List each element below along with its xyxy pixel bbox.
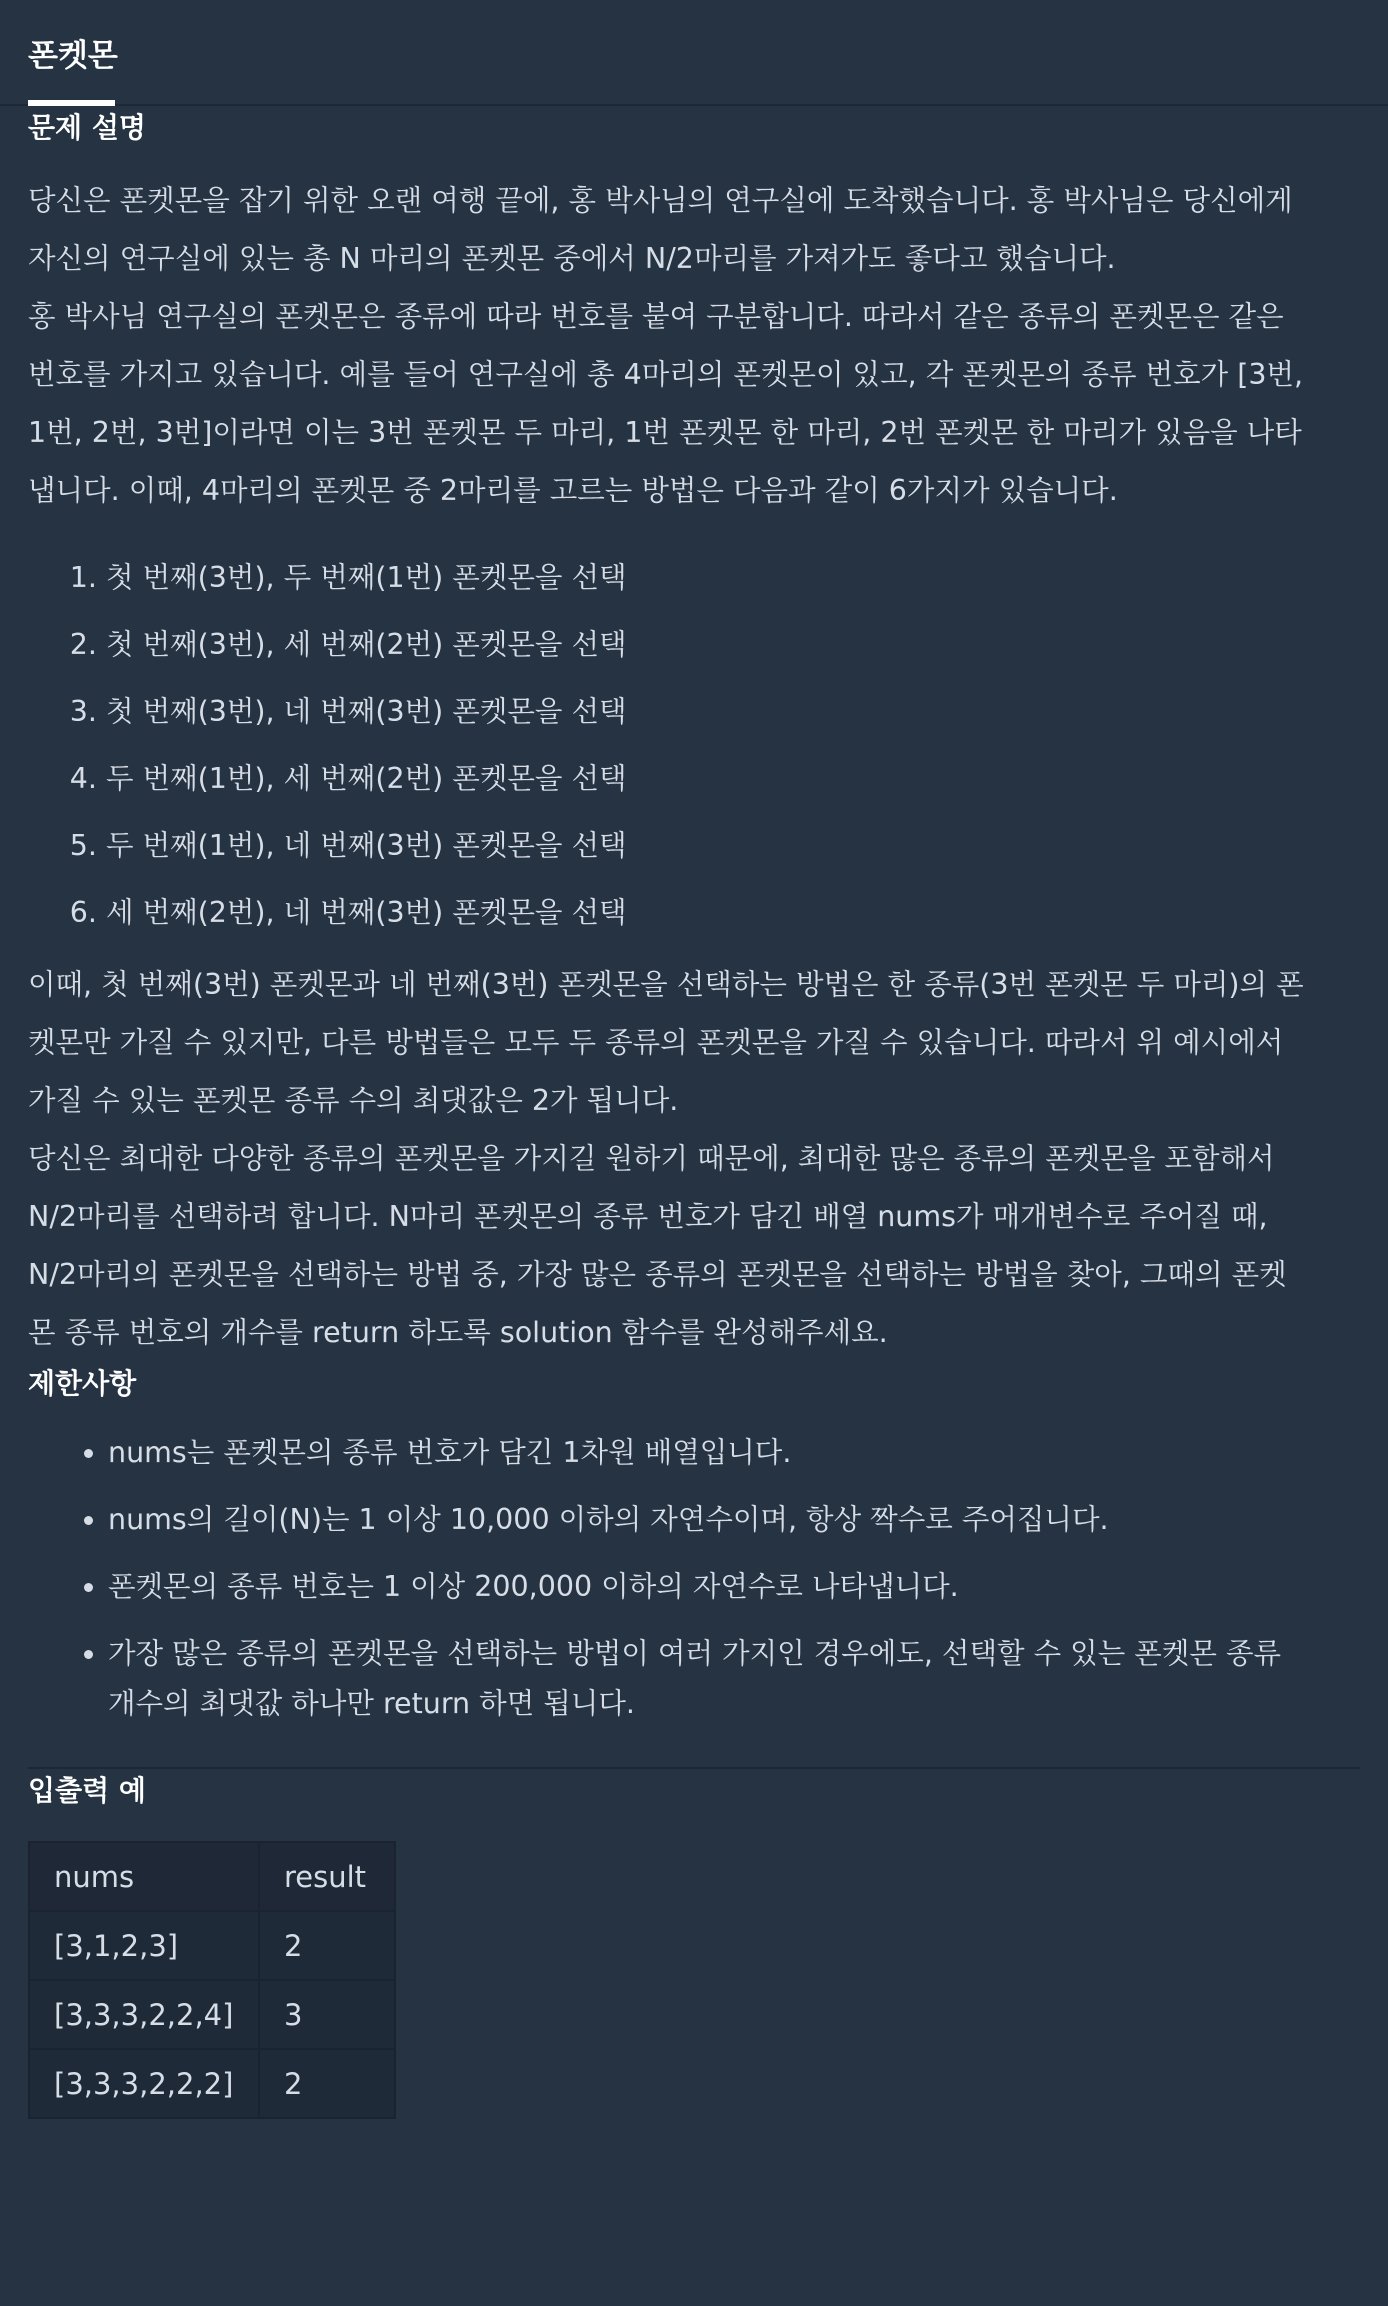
- description-body: [28, 956, 1360, 1362]
- list-item: [108, 1629, 1360, 1729]
- list-item: • nums는 폰켓몬의 종류 번호가 담긴 1차원 배열입니다.: [108, 1428, 1360, 1478]
- description-line: 몬 종류 번호의 개수를 return 하도록 solution 함수를 완성해주세요.: [28, 1316, 888, 1349]
- constraint-line: 개수의 최댓값 하나만 return 하면 됩니다.: [108, 1687, 635, 1720]
- description-line: N/2마리를 선택하려 합니다. N마리 폰켓몬의 종류 번호가 담긴 배열 nums가 매개변수로 주어질 때,: [28, 1200, 1268, 1233]
- cell-nums: [3,3,3,2,2,2]: [29, 2049, 259, 2118]
- table-header-row: [29, 1842, 395, 1911]
- description-line: 이때, 첫 번째(3번) 폰켓몬과 네 번째(3번) 폰켓몬을 선택하는 방법은 한 종류(3번 폰켓몬 두 마리)의 폰: [28, 968, 1304, 1001]
- column-header-result: result: [259, 1842, 395, 1911]
- constraints-list: [28, 1428, 1360, 1729]
- list-item: • nums의 길이(N)는 1 이상 10,000 이하의 자연수이며, 항상 짝수로 주어집니다.: [108, 1495, 1360, 1545]
- description-line: N/2마리의 폰켓몬을 선택하는 방법 중, 가장 많은 종류의 폰켓몬을 선택하는 방법을 찾아, 그때의 폰켓: [28, 1258, 1287, 1291]
- cell-nums: [3,3,3,2,2,4]: [29, 1980, 259, 2049]
- tab-problem[interactable]: 폰켓몬: [28, 38, 118, 74]
- list-item: 1. 첫 번째(3번), 두 번째(1번) 폰켓몬을 선택: [106, 544, 1360, 611]
- description-line: 1번, 2번, 3번]이라면 이는 3번 폰켓몬 두 마리, 1번 폰켓몬 한 마리, 2번 폰켓몬 한 마리가 있음을 나타: [28, 416, 1302, 449]
- constraint-line: 가장 많은 종류의 폰켓몬을 선택하는 방법이 여러 가지인 경우에도, 선택할 수 있는 폰켓몬 종류: [108, 1637, 1282, 1670]
- description-line: 가질 수 있는 폰켓몬 종류 수의 최댓값은 2가 됩니다.: [28, 1084, 679, 1117]
- cell-result: 2: [259, 2049, 395, 2118]
- cell-result: 2: [259, 1911, 395, 1980]
- list-item: 3. 첫 번째(3번), 네 번째(3번) 폰켓몬을 선택: [106, 678, 1360, 745]
- examples-heading: 입출력 예: [28, 1774, 146, 1807]
- table-row: [29, 1980, 395, 2049]
- list-item: 4. 두 번째(1번), 세 번째(2번) 폰켓몬을 선택: [106, 745, 1360, 812]
- description-line: 번호를 가지고 있습니다. 예를 들어 연구실에 총 4마리의 폰켓몬이 있고, 각 폰켓몬의 종류 번호가 [3번,: [28, 358, 1304, 391]
- problem-content: [0, 106, 1388, 2119]
- description-line: 당신은 최대한 다양한 종류의 폰켓몬을 가지길 원하기 때문에, 최대한 많은 종류의 폰켓몬을 포함해서: [28, 1142, 1275, 1175]
- tab-bar: [0, 0, 1388, 106]
- table-row: [29, 2049, 395, 2118]
- description-line: 당신은 폰켓몬을 잡기 위한 오랜 여행 끝에, 홍 박사님의 연구실에 도착했습니다. 홍 박사님은 당신에게: [28, 184, 1293, 217]
- examples-table: [28, 1841, 396, 2119]
- table-row: [29, 1911, 395, 1980]
- description-line: 자신의 연구실에 있는 총 N 마리의 폰켓몬 중에서 N/2마리를 가져가도 좋다고 했습니다.: [28, 242, 1116, 275]
- description-line: 냅니다. 이때, 4마리의 폰켓몬 중 2마리를 고르는 방법은 다음과 같이 6가지가 있습니다.: [28, 474, 1118, 507]
- column-header-nums: nums: [29, 1842, 259, 1911]
- constraints-heading: 제한사항: [28, 1367, 137, 1400]
- list-item: 6. 세 번째(2번), 네 번째(3번) 폰켓몬을 선택: [106, 879, 1360, 946]
- active-tab-indicator: [28, 100, 115, 106]
- list-item: • 폰켓몬의 종류 번호는 1 이상 200,000 이하의 자연수로 나타냅니다.: [108, 1562, 1360, 1612]
- list-item: 2. 첫 번째(3번), 세 번째(2번) 폰켓몬을 선택: [106, 611, 1360, 678]
- description-line: 켓몬만 가질 수 있지만, 다른 방법들은 모두 두 종류의 폰켓몬을 가질 수 있습니다. 따라서 위 예시에서: [28, 1026, 1284, 1059]
- cell-nums: [3,1,2,3]: [29, 1911, 259, 1980]
- description-line: 홍 박사님 연구실의 폰켓몬은 종류에 따라 번호를 붙여 구분합니다. 따라서 같은 종류의 폰켓몬은 같은: [28, 300, 1284, 333]
- selection-methods-list: [28, 544, 1360, 946]
- list-item: 5. 두 번째(1번), 네 번째(3번) 폰켓몬을 선택: [106, 812, 1360, 879]
- description-heading: 문제 설명: [28, 111, 146, 144]
- description-intro: [28, 172, 1360, 520]
- cell-result: 3: [259, 1980, 395, 2049]
